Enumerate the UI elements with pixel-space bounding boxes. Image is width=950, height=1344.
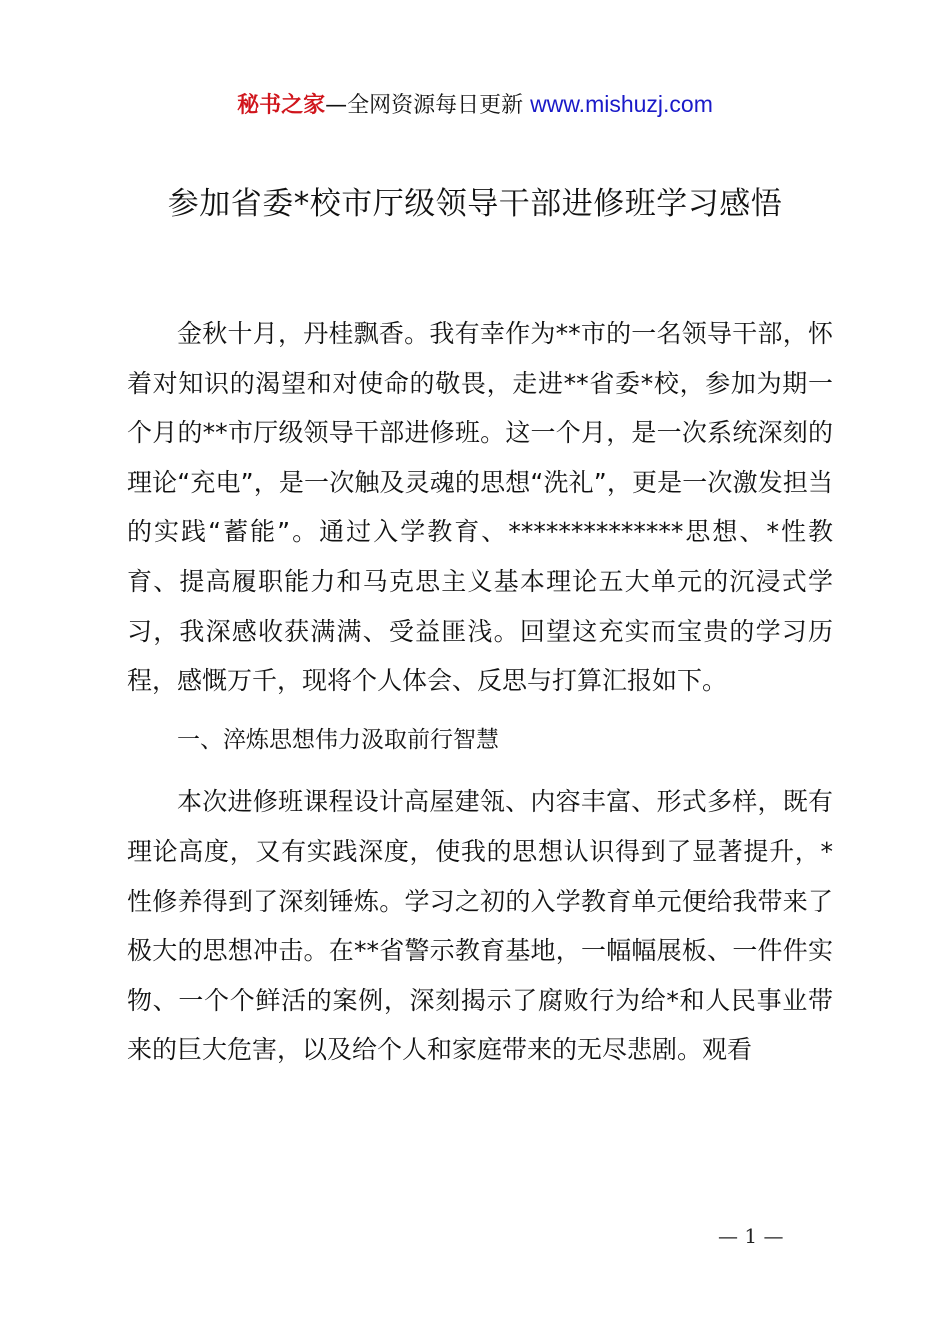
site-link[interactable]: www.mishuzj.com bbox=[530, 91, 713, 117]
site-banner bbox=[0, 88, 950, 122]
brand-name: 秘书之家 bbox=[237, 93, 326, 118]
banner-tagline: —全网资源每日更新 bbox=[325, 93, 531, 118]
document-title: 参加省委*校市厅级领导干部进修班学习感悟 bbox=[167, 186, 783, 222]
page-number: — 1 — bbox=[718, 1224, 784, 1248]
document-body bbox=[127, 309, 833, 1075]
intro-paragraph: 金秋十月，丹桂飘香。我有幸作为**市的一名领导干部，怀着对知识的渴望和对使命的敬畏，走进**省委*校，参加为期一个月的**市厅级领导干部进修班。这一个月，是一次系统深刻的理论“充电”，是一次触及灵魂的思想“洗礼”，更是一次激发担当的实践“蓄能”。通过入学教育、**************思想、*性教育、提高履职能力和马克思主义基本理论五大单元的沉浸式学习，我深感收获满满、受益匪浅。回望这充实而宝贵的学习历程，感慨万千，现将个人体会、反思与打算汇报如下。 bbox=[127, 319, 833, 696]
section-1-paragraph: 本次进修班课程设计高屋建瓴、内容丰富、形式多样，既有理论高度，又有实践深度，使我的思想认识得到了显著提升，*性修养得到了深刻锤炼。学习之初的入学教育单元便给我带来了极大的思想冲击。在**省警示教育基地，一幅幅展板、一件件实物、一个个鲜活的案例，深刻揭示了腐败行为给*和人民事业带来的巨大危害，以及给个人和家庭带来的无尽悲剧。观看 bbox=[127, 787, 833, 1065]
section-heading-1: 一、淬炼思想伟力汲取前行智慧 bbox=[177, 726, 499, 753]
